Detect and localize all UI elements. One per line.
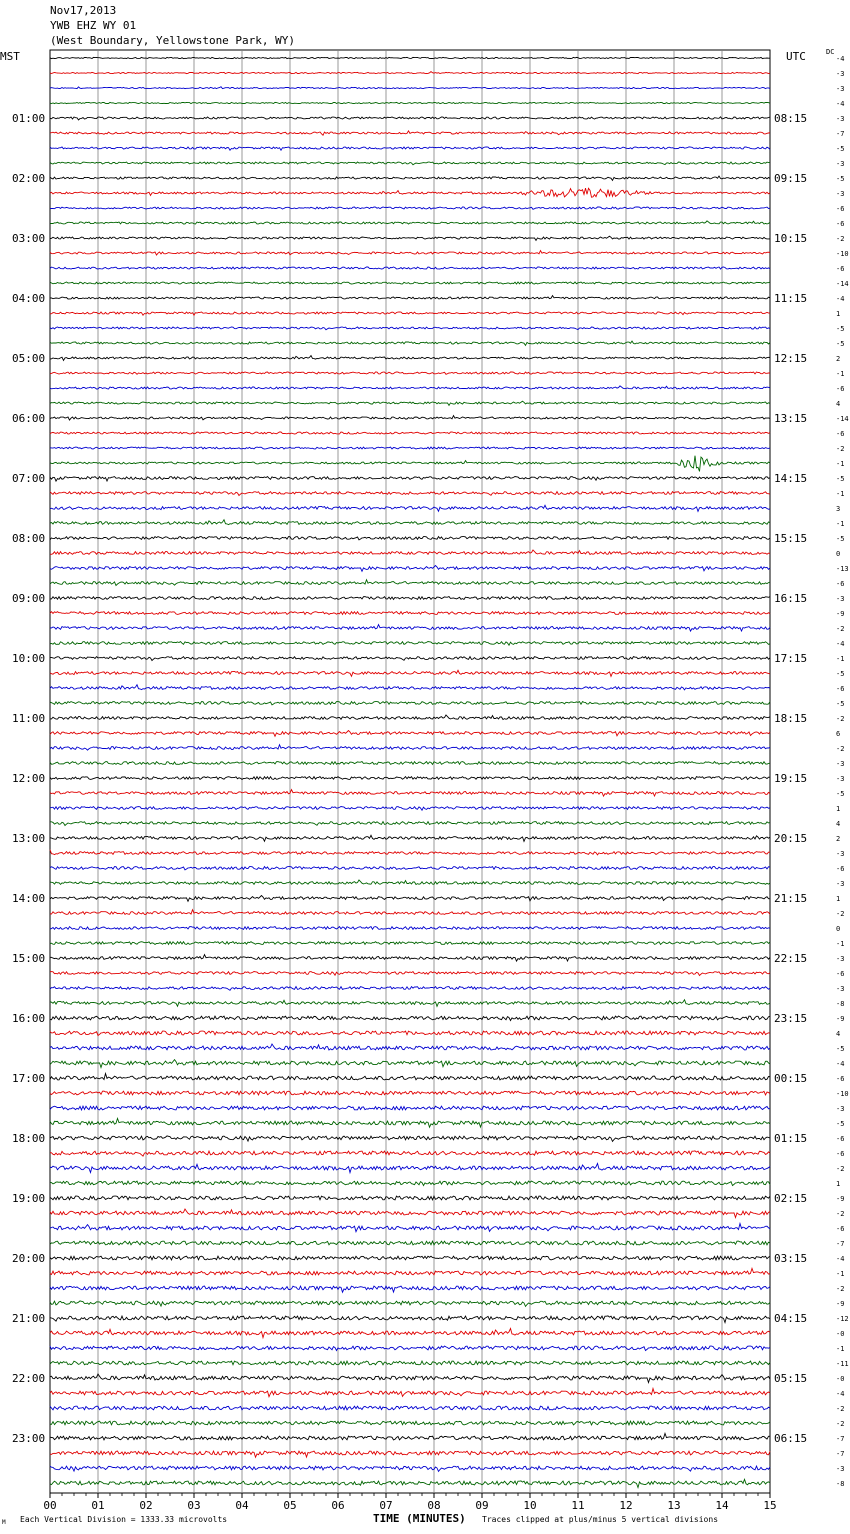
trace-54 — [50, 867, 770, 870]
trace-71 — [50, 1118, 770, 1127]
trace-62 — [50, 987, 770, 991]
dc-offset: -1 — [836, 655, 845, 663]
trace-74 — [50, 1164, 770, 1173]
utc-hour-label: 17:15 — [774, 652, 808, 665]
dc-offset: -5 — [836, 145, 845, 153]
dc-offset: 1 — [836, 310, 841, 318]
dc-offset: -6 — [836, 385, 845, 393]
mst-hour-label: 02:00 — [12, 172, 46, 185]
mst-hour-label: 22:00 — [12, 1372, 46, 1385]
trace-44 — [50, 715, 770, 720]
mst-hour-label: 12:00 — [12, 772, 46, 785]
dc-offset: -3 — [836, 85, 845, 93]
x-tick-label: 09 — [475, 1499, 489, 1512]
trace-8 — [50, 176, 770, 180]
dc-offset: -3 — [836, 1465, 845, 1473]
mst-hour-label: 19:00 — [12, 1192, 46, 1205]
dc-offset: -3 — [836, 160, 845, 168]
x-axis-title: TIME (MINUTES) — [373, 1512, 466, 1525]
dc-offset: -5 — [836, 700, 845, 708]
dc-offset: -1 — [836, 1345, 845, 1353]
mst-hour-label: 03:00 — [12, 232, 46, 245]
chart-date: Nov17,2013 — [50, 4, 117, 17]
utc-hour-label: 18:15 — [774, 712, 808, 725]
dc-offset: -0 — [836, 1330, 845, 1338]
dc-offset: -3 — [836, 850, 845, 858]
dc-offset: -9 — [836, 1015, 845, 1023]
trace-16 — [50, 296, 770, 299]
trace-67 — [50, 1060, 770, 1068]
mst-hour-label: 01:00 — [12, 112, 46, 125]
dc-offset: -2 — [836, 715, 845, 723]
dc-offset: -1 — [836, 1270, 845, 1278]
utc-hour-label: 05:15 — [774, 1372, 808, 1385]
trace-6 — [50, 147, 770, 150]
trace-72 — [50, 1136, 770, 1142]
dc-offset: -6 — [836, 970, 845, 978]
dc-offset: -14 — [836, 280, 849, 288]
x-tick-label: 14 — [715, 1499, 729, 1512]
x-tick-label: 01 — [91, 1499, 105, 1512]
dc-offset: 4 — [836, 820, 841, 828]
trace-92 — [50, 1433, 770, 1440]
dc-offset: -6 — [836, 1150, 845, 1158]
trace-55 — [50, 880, 770, 885]
utc-hour-label: 03:15 — [774, 1252, 808, 1265]
utc-hour-label: 14:15 — [774, 472, 808, 485]
trace-18 — [50, 327, 770, 330]
trace-14 — [50, 267, 770, 269]
trace-25 — [50, 432, 770, 434]
dc-offset: -4 — [836, 295, 845, 303]
trace-37 — [50, 612, 770, 615]
dc-offset: -3 — [836, 595, 845, 603]
dc-offset: -1 — [836, 370, 845, 378]
utc-hour-label: 08:15 — [774, 112, 808, 125]
dc-offset: -2 — [836, 1165, 845, 1173]
mst-hour-label: 05:00 — [12, 352, 46, 365]
trace-35 — [50, 580, 770, 586]
trace-4 — [50, 117, 770, 120]
footer-mark: M — [2, 1519, 6, 1526]
trace-66 — [50, 1044, 770, 1050]
trace-30 — [50, 505, 770, 511]
trace-52 — [50, 835, 770, 841]
dc-offset: -3 — [836, 70, 845, 78]
dc-offset: -12 — [836, 1315, 849, 1323]
trace-21 — [50, 372, 770, 374]
dc-offset: -3 — [836, 955, 845, 963]
trace-63 — [50, 1000, 770, 1007]
mst-hour-label: 06:00 — [12, 412, 46, 425]
dc-offset: -7 — [836, 1450, 845, 1458]
dc-offset: 3 — [836, 505, 841, 513]
dc-offset: -1 — [836, 490, 845, 498]
trace-17 — [50, 312, 770, 315]
x-tick-label: 06 — [331, 1499, 345, 1512]
x-tick-label: 12 — [619, 1499, 633, 1512]
dc-label: DC — [826, 48, 835, 56]
trace-40 — [50, 657, 770, 661]
trace-12 — [50, 236, 770, 240]
minute-gridlines — [98, 50, 722, 1493]
trace-11 — [50, 221, 770, 224]
dc-offset: -9 — [836, 1300, 845, 1308]
dc-offset: -5 — [836, 790, 845, 798]
trace-32 — [50, 537, 770, 540]
mst-hour-label: 18:00 — [12, 1132, 46, 1145]
dc-offset: -4 — [836, 640, 845, 648]
mst-hour-label: 10:00 — [12, 652, 46, 665]
dc-offset: -3 — [836, 760, 845, 768]
dc-offset: -3 — [836, 880, 845, 888]
dc-offset: -2 — [836, 1420, 845, 1428]
trace-48 — [50, 777, 770, 780]
dc-offset: -4 — [836, 1255, 845, 1263]
dc-offset: -0 — [836, 1375, 845, 1383]
dc-offset: -13 — [836, 565, 849, 573]
dc-offset: -6 — [836, 1135, 845, 1143]
trace-5 — [50, 131, 770, 135]
trace-24 — [50, 416, 770, 420]
trace-0 — [50, 57, 770, 58]
trace-57 — [50, 910, 770, 915]
trace-34 — [50, 566, 770, 572]
dc-offset: -6 — [836, 430, 845, 438]
dc-offset: -9 — [836, 610, 845, 618]
trace-53 — [50, 850, 770, 855]
trace-70 — [50, 1106, 770, 1110]
trace-76 — [50, 1196, 770, 1200]
trace-2 — [50, 87, 770, 89]
dc-offset: -5 — [836, 175, 845, 183]
utc-hour-label: 04:15 — [774, 1312, 808, 1325]
dc-offset: 6 — [836, 730, 841, 738]
trace-64 — [50, 1016, 770, 1020]
x-tick-label: 07 — [379, 1499, 393, 1512]
trace-42 — [50, 685, 770, 690]
mst-label: MST — [0, 50, 20, 63]
dc-offset: -5 — [836, 475, 845, 483]
utc-label: UTC — [786, 50, 806, 63]
trace-46 — [50, 745, 770, 750]
trace-83 — [50, 1301, 770, 1307]
dc-offset: -6 — [836, 205, 845, 213]
mst-hour-label: 14:00 — [12, 892, 46, 905]
trace-47 — [50, 762, 770, 765]
dc-offset: -2 — [836, 745, 845, 753]
dc-offset: -8 — [836, 1000, 845, 1008]
utc-hour-label: 23:15 — [774, 1012, 808, 1025]
dc-offset: -3 — [836, 1105, 845, 1113]
mst-hour-label: 08:00 — [12, 532, 46, 545]
utc-hour-label: 02:15 — [774, 1192, 808, 1205]
utc-hour-label: 01:15 — [774, 1132, 808, 1145]
dc-offset: -6 — [836, 1225, 845, 1233]
dc-offset: 0 — [836, 550, 841, 558]
dc-offset: -3 — [836, 985, 845, 993]
dc-offset: -8 — [836, 1480, 845, 1488]
dc-offset: -6 — [836, 685, 845, 693]
clip-note: Traces clipped at plus/minus 5 vertical divisions — [482, 1515, 719, 1524]
mst-hour-label: 13:00 — [12, 832, 46, 845]
trace-78 — [50, 1224, 770, 1232]
trace-33 — [50, 550, 770, 555]
trace-23 — [50, 401, 770, 405]
dc-offset: -5 — [836, 535, 845, 543]
trace-group — [50, 57, 770, 1487]
trace-91 — [50, 1421, 770, 1425]
scale-note: Each Vertical Division = 1333.33 microvolts — [20, 1515, 228, 1524]
trace-36 — [50, 597, 770, 600]
trace-84 — [50, 1316, 770, 1323]
dc-offset: -11 — [836, 1360, 849, 1368]
dc-offset: -6 — [836, 865, 845, 873]
trace-1 — [50, 72, 770, 74]
dc-offset: -7 — [836, 1240, 845, 1248]
dc-offset: -2 — [836, 625, 845, 633]
trace-20 — [50, 356, 770, 361]
dc-offset: -6 — [836, 265, 845, 273]
trace-85 — [50, 1329, 770, 1338]
utc-hour-label: 00:15 — [774, 1072, 808, 1085]
utc-hour-label: 12:15 — [774, 352, 808, 365]
trace-9 — [50, 188, 770, 197]
dc-offset: -7 — [836, 130, 845, 138]
utc-hour-label: 13:15 — [774, 412, 808, 425]
dc-offset: -1 — [836, 460, 845, 468]
utc-hour-label: 15:15 — [774, 532, 808, 545]
dc-offset: -4 — [836, 1060, 845, 1068]
dc-offset: 1 — [836, 805, 841, 813]
utc-hour-label: 09:15 — [774, 172, 808, 185]
trace-86 — [50, 1346, 770, 1350]
mst-hour-label: 16:00 — [12, 1012, 46, 1025]
trace-51 — [50, 822, 770, 826]
mst-hour-label: 07:00 — [12, 472, 46, 485]
dc-offset: -6 — [836, 1075, 845, 1083]
trace-7 — [50, 162, 770, 165]
trace-22 — [50, 386, 770, 389]
dc-offset: 1 — [836, 1180, 841, 1188]
trace-82 — [50, 1286, 770, 1292]
dc-offset: 2 — [836, 835, 841, 843]
trace-69 — [50, 1091, 770, 1095]
x-tick-label: 10 — [523, 1499, 537, 1512]
trace-45 — [50, 731, 770, 737]
trace-75 — [50, 1181, 770, 1185]
trace-60 — [50, 955, 770, 962]
dc-offset-labels — [836, 55, 849, 1488]
trace-65 — [50, 1031, 770, 1035]
trace-50 — [50, 807, 770, 811]
x-tick-label: 02 — [139, 1499, 153, 1512]
dc-offset: -4 — [836, 55, 845, 63]
x-tick-label: 04 — [235, 1499, 249, 1512]
trace-3 — [50, 102, 770, 103]
trace-49 — [50, 790, 770, 797]
utc-hour-label: 22:15 — [774, 952, 808, 965]
x-tick-label: 05 — [283, 1499, 297, 1512]
trace-81 — [50, 1268, 770, 1275]
dc-offset: -9 — [836, 1195, 845, 1203]
mst-hour-label: 20:00 — [12, 1252, 46, 1265]
dc-offset: -5 — [836, 1120, 845, 1128]
dc-offset: -2 — [836, 1210, 845, 1218]
trace-13 — [50, 251, 770, 255]
trace-59 — [50, 942, 770, 945]
trace-10 — [50, 207, 770, 209]
dc-offset: -3 — [836, 115, 845, 123]
trace-43 — [50, 702, 770, 705]
mst-hour-label: 11:00 — [12, 712, 46, 725]
dc-offset: -10 — [836, 1090, 849, 1098]
trace-77 — [50, 1209, 770, 1218]
dc-offset: -4 — [836, 1390, 845, 1398]
dc-offset: -5 — [836, 1045, 845, 1053]
dc-offset: -7 — [836, 1435, 845, 1443]
trace-56 — [50, 896, 770, 902]
utc-hour-label: 06:15 — [774, 1432, 808, 1445]
mst-hour-label: 04:00 — [12, 292, 46, 305]
station-code: YWB EHZ WY 01 — [50, 19, 137, 32]
dc-offset: -4 — [836, 100, 845, 108]
x-tick-label: 08 — [427, 1499, 441, 1512]
dc-offset: 0 — [836, 925, 841, 933]
utc-hour-label: 21:15 — [774, 892, 808, 905]
x-tick-label: 03 — [187, 1499, 201, 1512]
dc-offset: -2 — [836, 445, 845, 453]
utc-hour-label: 16:15 — [774, 592, 808, 605]
dc-offset: -3 — [836, 190, 845, 198]
dc-offset: 4 — [836, 1030, 841, 1038]
dc-offset: 1 — [836, 895, 841, 903]
dc-offset: 2 — [836, 355, 841, 363]
trace-41 — [50, 670, 770, 676]
mst-hour-label: 17:00 — [12, 1072, 46, 1085]
trace-80 — [50, 1256, 770, 1260]
x-tick-label: 11 — [571, 1499, 585, 1512]
mst-hour-label: 09:00 — [12, 592, 46, 605]
trace-15 — [50, 282, 770, 284]
plot-frame — [50, 50, 770, 1493]
trace-61 — [50, 972, 770, 976]
utc-hour-label: 11:15 — [774, 292, 808, 305]
plot-border — [50, 50, 770, 1493]
trace-73 — [50, 1151, 770, 1156]
dc-offset: -5 — [836, 325, 845, 333]
dc-offset: 4 — [836, 400, 841, 408]
trace-27 — [50, 456, 770, 472]
trace-93 — [50, 1451, 770, 1457]
mst-hour-label: 23:00 — [12, 1432, 46, 1445]
dc-offset: -5 — [836, 340, 845, 348]
trace-87 — [50, 1361, 770, 1365]
dc-offset: -14 — [836, 415, 849, 423]
dc-offset: -6 — [836, 580, 845, 588]
trace-79 — [50, 1241, 770, 1245]
dc-offset: -5 — [836, 670, 845, 678]
trace-38 — [50, 625, 770, 632]
trace-90 — [50, 1406, 770, 1410]
dc-offset: -6 — [836, 220, 845, 228]
utc-hour-label: 19:15 — [774, 772, 808, 785]
dc-offset: -2 — [836, 910, 845, 918]
trace-26 — [50, 447, 770, 449]
trace-58 — [50, 927, 770, 930]
trace-19 — [50, 341, 770, 345]
x-tick-label: 15 — [763, 1499, 777, 1512]
trace-39 — [50, 642, 770, 646]
dc-offset: -3 — [836, 775, 845, 783]
trace-31 — [50, 520, 770, 525]
x-tick-label: 00 — [43, 1499, 57, 1512]
dc-offset: -10 — [836, 250, 849, 258]
x-axis-ticks — [43, 1493, 776, 1512]
x-tick-label: 13 — [667, 1499, 681, 1512]
dc-offset: -2 — [836, 235, 845, 243]
dc-offset: -1 — [836, 940, 845, 948]
trace-94 — [50, 1466, 770, 1471]
trace-95 — [50, 1479, 770, 1487]
trace-29 — [50, 492, 770, 496]
utc-hour-label: 10:15 — [774, 232, 808, 245]
mst-hour-label: 15:00 — [12, 952, 46, 965]
trace-88 — [50, 1374, 770, 1383]
station-location: (West Boundary, Yellowstone Park, WY) — [50, 34, 296, 47]
dc-offset: -2 — [836, 1285, 845, 1293]
trace-68 — [50, 1074, 770, 1080]
dc-offset: -2 — [836, 1405, 845, 1413]
dc-offset: -1 — [836, 520, 845, 528]
trace-89 — [50, 1389, 770, 1397]
utc-hour-label: 20:15 — [774, 832, 808, 845]
mst-hour-label: 21:00 — [12, 1312, 46, 1325]
trace-28 — [50, 477, 770, 482]
